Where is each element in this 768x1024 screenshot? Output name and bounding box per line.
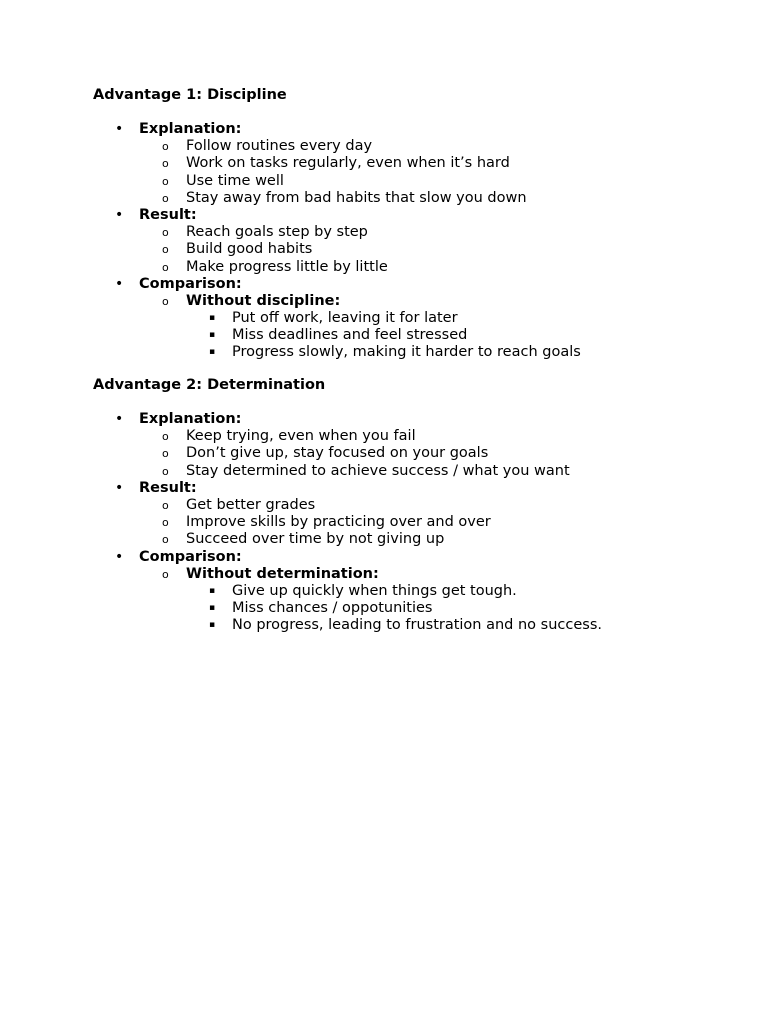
list-item	[93, 138, 733, 155]
list-item	[93, 514, 733, 531]
bullet-marker: •	[115, 479, 124, 496]
list-item-text: Make progress little by little	[186, 258, 388, 275]
list-item	[93, 445, 733, 462]
result-item	[93, 207, 733, 224]
bullet-marker: •	[115, 206, 124, 223]
list-item-text: No progress, leading to frustration and no success.	[232, 617, 602, 634]
list-item-text: Succeed over time by not giving up	[186, 531, 445, 548]
list-item-text: Build good habits	[186, 241, 313, 258]
square-marker: ▪	[209, 603, 216, 614]
bullet-marker: •	[115, 121, 124, 137]
square-marker: ▪	[209, 585, 216, 596]
circle-marker: o	[162, 464, 169, 478]
circle-marker: o	[162, 498, 169, 512]
comparison-label: Comparison:	[139, 275, 242, 292]
section-heading: Advantage 2: Determination	[93, 377, 326, 393]
list-item	[93, 600, 733, 617]
list-item-text: Use time well	[186, 172, 284, 189]
result-label: Result:	[139, 206, 197, 223]
square-marker: ▪	[209, 347, 216, 358]
result-label: Result:	[139, 479, 197, 496]
circle-marker: o	[162, 140, 169, 154]
list-item-text: Follow routines every day	[186, 138, 373, 155]
circle-marker: o	[162, 567, 169, 581]
circle-marker: o	[162, 430, 169, 444]
circle-marker: o	[162, 516, 169, 530]
circle-marker: o	[162, 226, 169, 240]
circle-marker: o	[162, 243, 169, 257]
list-item	[93, 173, 733, 190]
square-marker: ▪	[209, 330, 216, 341]
circle-marker: o	[162, 447, 169, 461]
circle-marker: o	[162, 533, 169, 547]
square-marker: ▪	[209, 620, 216, 631]
list-item-text: Don’t give up, stay focused on your goals	[186, 445, 489, 462]
circle-marker: o	[162, 294, 169, 308]
square-marker: ▪	[209, 313, 216, 324]
list-item-text: Put off work, leaving it for later	[232, 310, 458, 327]
explanation-item	[93, 121, 733, 138]
list-item-text: Stay determined to achieve success / what you want	[186, 462, 570, 479]
list-item-text: Work on tasks regularly, even when it’s hard	[186, 155, 510, 172]
list-item	[93, 463, 733, 480]
list-item	[93, 497, 733, 514]
section-heading: Advantage 1: Discipline	[93, 87, 287, 103]
list-item-text: Improve skills by practicing over and over	[186, 514, 491, 531]
list-item	[93, 155, 733, 172]
section-determination	[93, 377, 733, 634]
list-item-text: Miss chances / oppotunities	[232, 600, 433, 617]
list-item-text: Progress slowly, making it harder to reach goals	[232, 344, 581, 361]
comparison-sub-item	[93, 566, 733, 583]
section-discipline	[93, 87, 733, 362]
list-item-text: Get better grades	[186, 496, 316, 513]
explanation-label: Explanation:	[139, 121, 242, 137]
comparison-label: Comparison:	[139, 548, 242, 565]
list-item	[93, 327, 733, 344]
list-item-text: Keep trying, even when you fail	[186, 428, 416, 445]
explanation-item	[93, 411, 733, 428]
bullet-marker: •	[115, 275, 124, 292]
comparison-item	[93, 276, 733, 293]
explanation-label: Explanation:	[139, 411, 242, 427]
list-item	[93, 310, 733, 327]
bullet-marker: •	[115, 411, 124, 427]
list-item	[93, 224, 733, 241]
list-item	[93, 583, 733, 600]
list-item	[93, 190, 733, 207]
comparison-sub-item	[93, 293, 733, 310]
bullet-marker: •	[115, 548, 124, 565]
list-item	[93, 428, 733, 445]
comparison-item	[93, 549, 733, 566]
circle-marker: o	[162, 174, 169, 188]
circle-marker: o	[162, 157, 169, 171]
list-item	[93, 259, 733, 276]
list-item-text: Give up quickly when things get tough.	[232, 582, 517, 599]
list-item	[93, 617, 733, 634]
comparison-sub-label: Without determination:	[186, 565, 379, 582]
circle-marker: o	[162, 191, 169, 205]
result-item	[93, 480, 733, 497]
list-item-text: Miss deadlines and feel stressed	[232, 327, 468, 344]
list-item-text: Stay away from bad habits that slow you down	[186, 189, 527, 206]
list-item	[93, 344, 733, 361]
comparison-sub-label: Without discipline:	[186, 292, 341, 309]
list-item	[93, 241, 733, 258]
list-item-text: Reach goals step by step	[186, 224, 368, 241]
circle-marker: o	[162, 260, 169, 274]
list-item	[93, 531, 733, 548]
